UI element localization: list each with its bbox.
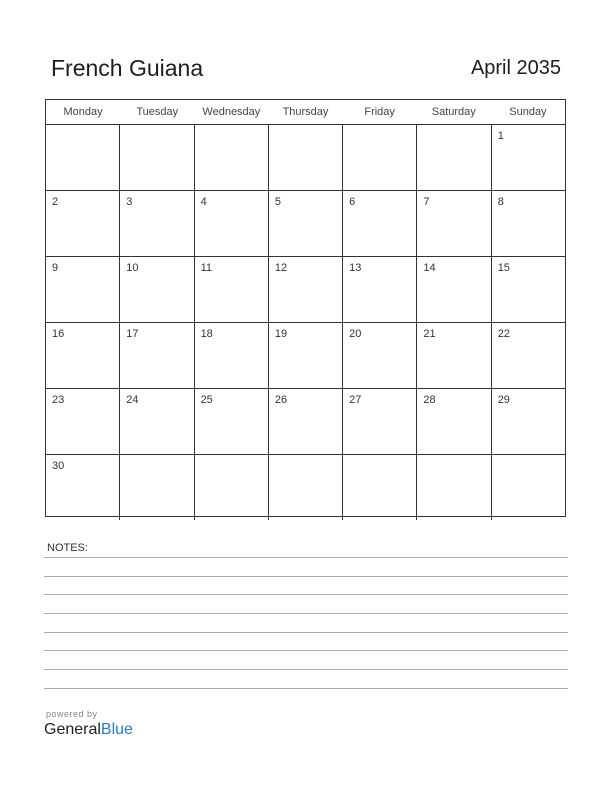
day-cell [343, 455, 417, 520]
note-line [44, 669, 568, 670]
day-number: 13 [349, 262, 362, 274]
weekday-tuesday: Tuesday [136, 106, 179, 118]
day-number: 2 [52, 196, 59, 208]
day-number: 17 [126, 328, 139, 340]
day-number: 5 [274, 196, 281, 208]
day-number: 15 [497, 262, 510, 274]
weekday-wednesday: Wednesday [202, 106, 261, 118]
day-cell [492, 323, 565, 388]
day-cell [492, 455, 565, 520]
calendar-week [46, 389, 565, 455]
day-number: 26 [274, 394, 288, 406]
day-number: 28 [423, 394, 436, 406]
day-cell [343, 389, 417, 454]
day-number: 6 [349, 196, 356, 208]
generalblue-logo [44, 721, 133, 739]
notes-label: NOTES: [47, 542, 88, 554]
weekday-header [46, 100, 565, 125]
weekday-monday: Monday [63, 106, 103, 118]
day-number: 20 [349, 328, 362, 340]
day-number: 11 [200, 262, 212, 274]
day-number: 27 [349, 394, 362, 406]
calendar-week [46, 191, 565, 257]
weekday-sunday: Sunday [509, 106, 547, 118]
day-cell [195, 455, 269, 520]
day-cell [120, 125, 194, 190]
powered-by-text: powered by [46, 709, 98, 719]
note-line [44, 576, 568, 577]
logo-general: General [44, 721, 101, 738]
day-number: 4 [200, 196, 207, 208]
day-cell [269, 191, 343, 256]
weekday-thursday: Thursday [282, 106, 329, 118]
day-cell [492, 389, 565, 454]
note-line [44, 613, 568, 614]
day-cell [417, 389, 491, 454]
calendar-title: French Guiana [51, 55, 204, 81]
day-cell [417, 257, 491, 322]
weekday-saturday: Saturday [431, 106, 476, 118]
day-cell [195, 323, 269, 388]
day-cell [417, 125, 491, 190]
day-number: 21 [423, 328, 436, 340]
day-cell [343, 191, 417, 256]
day-number: 18 [200, 328, 213, 340]
calendar-weeks [46, 125, 565, 520]
day-number: 10 [126, 262, 139, 274]
day-cell [269, 455, 343, 520]
day-cell [120, 191, 194, 256]
day-cell [343, 257, 417, 322]
weekday-friday: Friday [364, 106, 395, 118]
day-cell [120, 455, 194, 520]
day-cell [343, 323, 417, 388]
day-cell [120, 323, 194, 388]
day-number: 8 [497, 196, 504, 208]
day-cell [195, 389, 269, 454]
calendar-grid [45, 99, 566, 517]
day-number: 19 [274, 328, 288, 340]
day-cell [492, 191, 565, 256]
day-cell [46, 257, 120, 322]
calendar-week [46, 125, 565, 191]
day-number: 22 [497, 328, 510, 340]
day-cell [46, 455, 120, 520]
day-cell [417, 455, 491, 520]
day-number: 25 [200, 394, 213, 406]
note-line [44, 594, 568, 595]
note-line [44, 650, 568, 651]
calendar-week [46, 455, 565, 520]
day-number: 12 [274, 262, 288, 274]
day-number: 16 [52, 328, 65, 340]
note-line [44, 632, 568, 633]
day-number: 1 [497, 130, 504, 142]
day-cell [269, 257, 343, 322]
note-line [44, 557, 568, 558]
calendar-month: April 2035 [470, 57, 561, 79]
day-number: 9 [52, 262, 59, 274]
logo-blue: Blue [100, 721, 133, 738]
day-cell [195, 257, 269, 322]
day-number: 30 [52, 460, 65, 472]
day-number: 14 [423, 262, 436, 274]
day-number: 24 [126, 394, 139, 406]
day-cell [492, 257, 565, 322]
day-cell [343, 125, 417, 190]
day-cell [269, 323, 343, 388]
day-cell [195, 125, 269, 190]
calendar-week [46, 323, 565, 389]
day-cell [269, 389, 343, 454]
day-cell [492, 125, 565, 190]
day-cell [46, 389, 120, 454]
day-number: 23 [52, 394, 65, 406]
day-cell [269, 125, 343, 190]
day-number: 3 [126, 196, 133, 208]
day-cell [195, 191, 269, 256]
day-number: 7 [423, 196, 430, 208]
day-cell [46, 323, 120, 388]
day-cell [417, 323, 491, 388]
day-cell [46, 191, 120, 256]
day-cell [120, 257, 194, 322]
day-cell [120, 389, 194, 454]
day-cell [46, 125, 120, 190]
day-cell [417, 191, 491, 256]
calendar-week [46, 257, 565, 323]
day-number: 29 [497, 394, 510, 406]
note-line [44, 688, 568, 689]
